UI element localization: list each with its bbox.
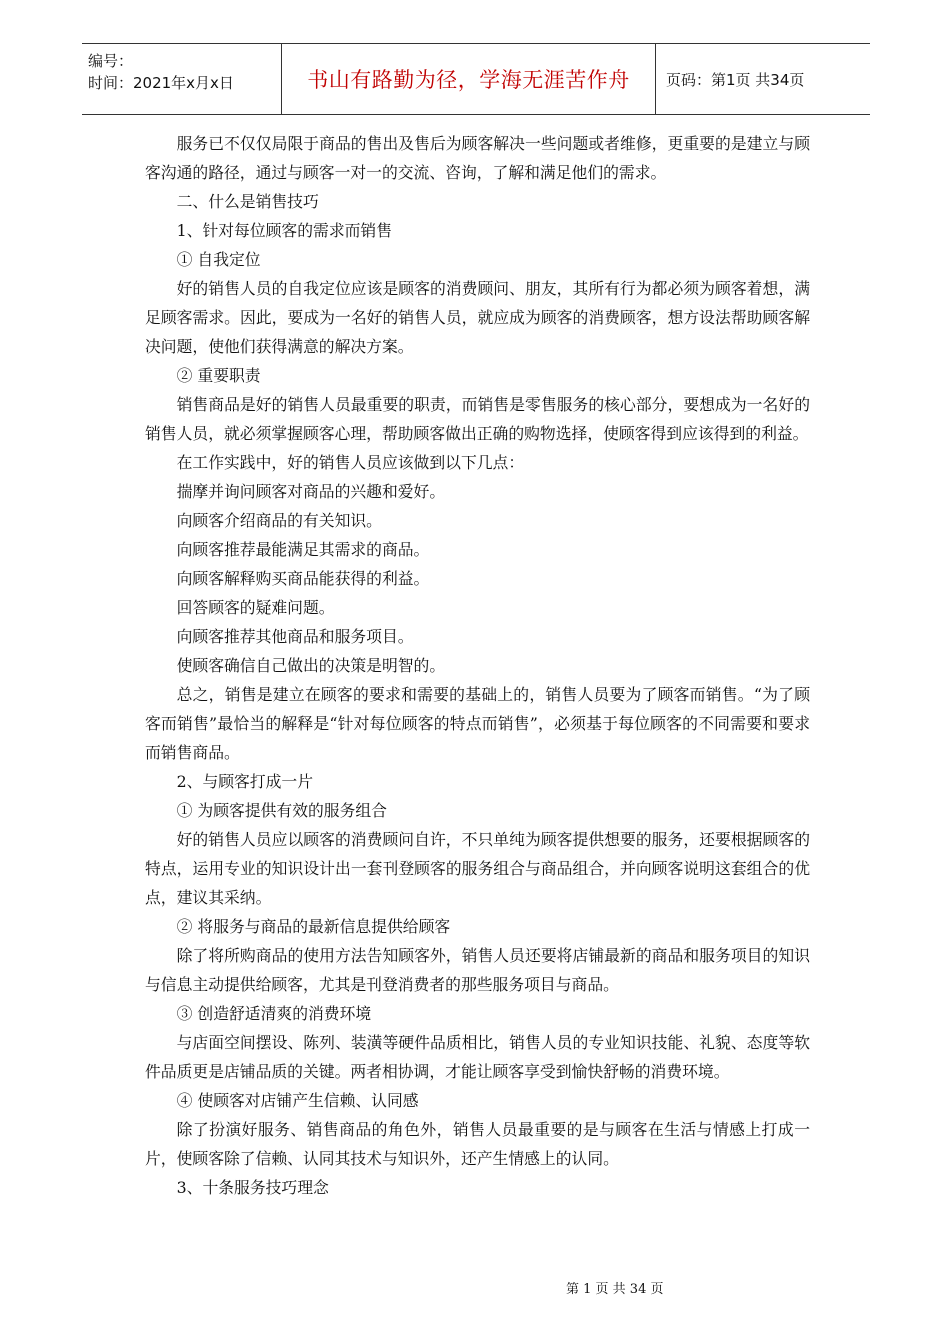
list-item: 回答顾客的疑难问题。 <box>176 598 335 617</box>
subsection-heading: 3、十条服务技巧理念 <box>176 1178 329 1197</box>
paragraph: 好的销售人员的自我定位应该是顾客的消费顾问、朋友，其所有行为都必须为顾客着想，满足顾客需求。因此，要成为一名好的销售人员，就应成为顾客的消费顾客，想方设法帮助顾客解决问题，使他们获得满意的解决方案。 <box>145 279 810 356</box>
subsection-heading: 1、针对每位顾客的需求而销售 <box>176 221 393 240</box>
paragraph: 服务已不仅仅局限于商品的售出及售后为顾客解决一些问题或者维修，更重要的是建立与顾客沟通的路径，通过与顾客一对一的交流、咨询，了解和满足他们的需求。 <box>145 134 810 182</box>
list-item: 向顾客解释购买商品能获得的利益。 <box>176 569 430 588</box>
paragraph: 与店面空间摆设、陈列、装潢等硬件品质相比，销售人员的专业知识技能、礼貌、态度等软件品质更是店铺品质的关键。两者相协调，才能让顾客享受到愉快舒畅的消费环境。 <box>145 1033 810 1081</box>
paragraph: 除了扮演好服务、销售商品的角色外，销售人员最重要的是与顾客在生活与情感上打成一片，使顾客除了信赖、认同其技术与知识外，还产生情感上的认同。 <box>145 1120 810 1168</box>
document-body <box>145 129 810 1202</box>
paragraph: 除了将所购商品的使用方法告知顾客外，销售人员还要将店铺最新的商品和服务项目的知识与信息主动提供给顾客，尤其是刊登消费者的那些服务项目与商品。 <box>145 946 810 994</box>
item-heading: ① 自我定位 <box>176 250 261 269</box>
list-item: 向顾客推荐最能满足其需求的商品。 <box>176 540 430 559</box>
page-header <box>82 43 870 115</box>
item-heading: ① 为顾客提供有效的服务组合 <box>176 801 387 820</box>
number-label: 编号： <box>88 52 134 70</box>
section-heading: 二、什么是销售技巧 <box>176 192 319 211</box>
header-motto: 书山有路勤为径，学海无涯苦作舟 <box>282 44 656 114</box>
list-item: 揣摩并询问顾客对商品的兴趣和爱好。 <box>176 482 446 501</box>
list-item: 使顾客确信自己做出的决策是明智的。 <box>176 656 446 675</box>
subsection-heading: 2、与顾客打成一片 <box>176 772 314 791</box>
header-meta <box>82 44 282 114</box>
paragraph: 销售商品是好的销售人员最重要的职责，而销售是零售服务的核心部分，要想成为一名好的销售人员，就必须掌握顾客心理，帮助顾客做出正确的购物选择，使顾客得到应该得到的利益。 <box>145 395 810 443</box>
item-heading: ④ 使顾客对店铺产生信赖、认同感 <box>176 1091 419 1110</box>
time-label: 时间：2021年x月x日 <box>88 74 234 92</box>
paragraph: 好的销售人员应以顾客的消费顾问自许，不只单纯为顾客提供想要的服务，还要根据顾客的特点，运用专业的知识设计出一套刊登顾客的服务组合与商品组合，并向顾客说明这套组合的优点，建议其采纳。 <box>145 830 810 907</box>
item-heading: ② 重要职责 <box>176 366 261 385</box>
list-item: 向顾客推荐其他商品和服务项目。 <box>176 627 414 646</box>
item-heading: ② 将服务与商品的最新信息提供给顾客 <box>176 917 451 936</box>
item-heading: ③ 创造舒适清爽的消费环境 <box>176 1004 372 1023</box>
footer-page-number: 第 1 页 共 34 页 <box>566 1282 664 1297</box>
paragraph: 总之，销售是建立在顾客的要求和需要的基础上的，销售人员要为了顾客而销售。“为了顾客而销售”最恰当的解释是“针对每位顾客的特点而销售”，必须基于每位顾客的不同需要和要求而销售商品。 <box>145 685 810 762</box>
header-page-info: 页码：第1页 共34页 <box>666 70 805 89</box>
list-item: 向顾客介绍商品的有关知识。 <box>176 511 382 530</box>
paragraph: 在工作实践中，好的销售人员应该做到以下几点： <box>176 453 525 472</box>
